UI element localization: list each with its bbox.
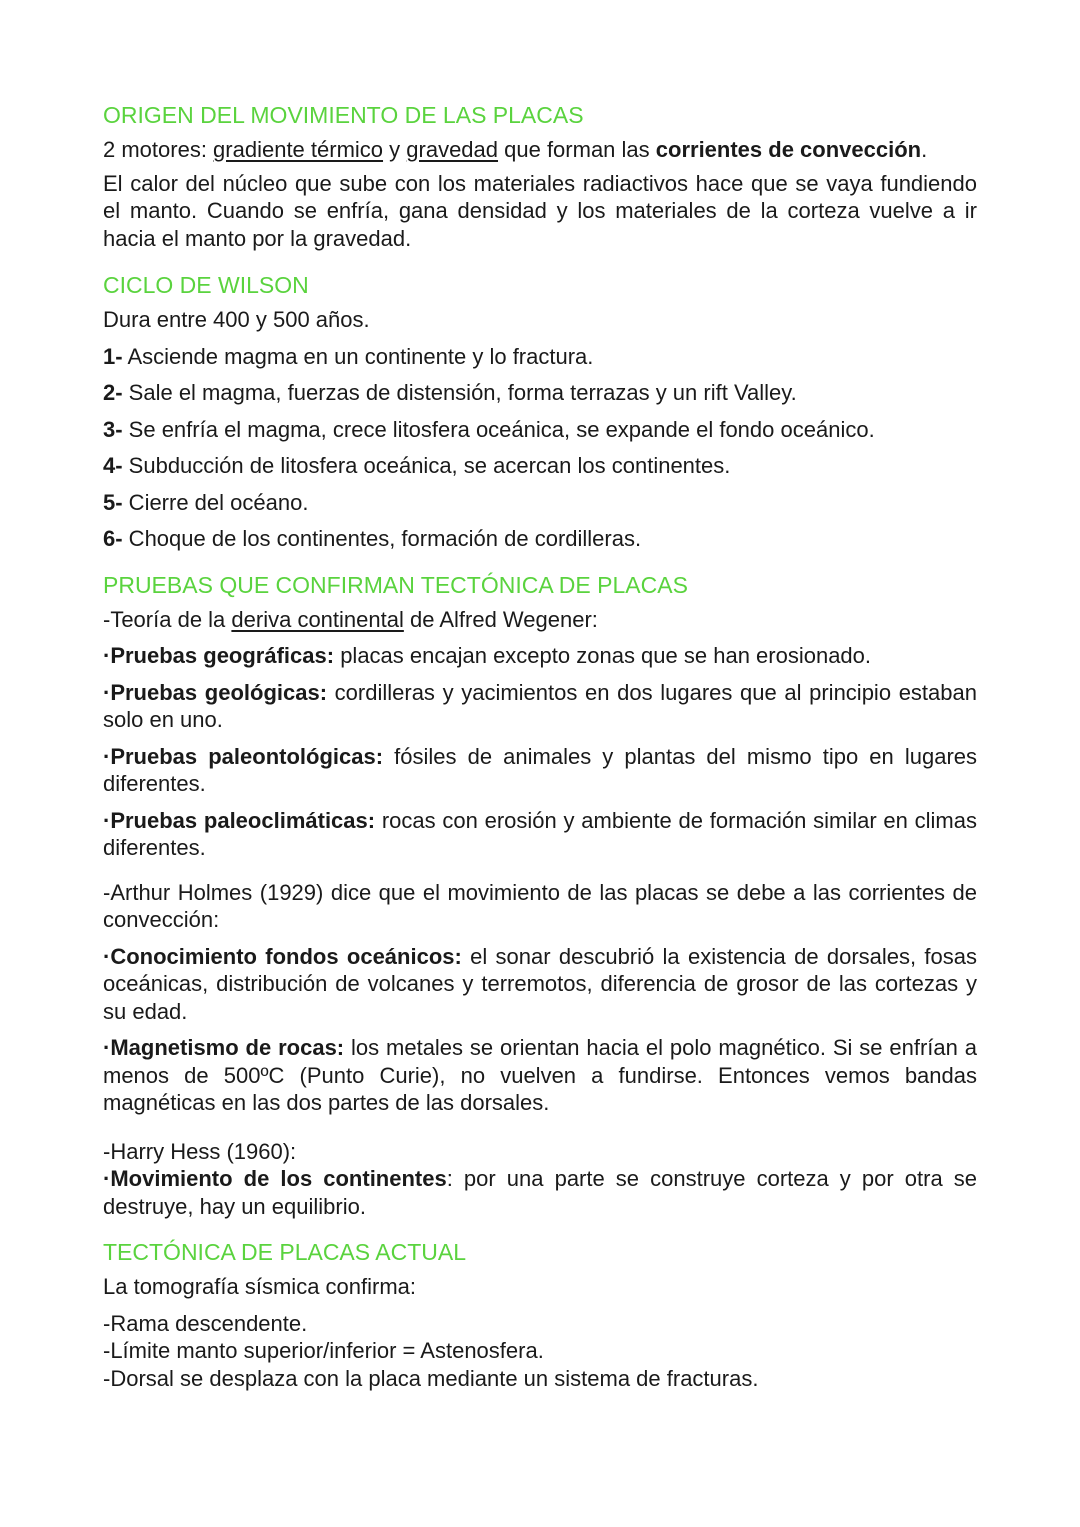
prueba-text: placas encajan excepto zonas que se han erosionado. — [334, 643, 872, 668]
text: . — [921, 137, 928, 162]
prueba-item — [103, 679, 977, 734]
step-text: Choque de los continentes, formación de cordilleras. — [122, 526, 642, 551]
step-text: Subducción de litosfera oceánica, se acercan los continentes. — [122, 453, 731, 478]
underlined-gravedad: gravedad — [406, 137, 499, 162]
holmes-item — [103, 943, 977, 1026]
wilson-step — [103, 343, 977, 371]
wilson-step — [103, 379, 977, 407]
step-text: Cierre del océano. — [122, 489, 309, 515]
document-content — [103, 100, 977, 1392]
wilson-intro: Dura entre 400 y 500 años. — [103, 307, 370, 332]
step-number: 4- — [103, 453, 123, 478]
wilson-step — [103, 452, 977, 480]
text: -Teoría de la — [103, 606, 232, 632]
hess-label: ·Movimiento de los continentes — [103, 1166, 447, 1191]
wegener-intro — [103, 606, 977, 634]
holmes-label: ·Conocimiento fondos oceánicos: — [103, 943, 462, 969]
heading-origen: ORIGEN DEL MOVIMIENTO DE LAS PLACAS — [103, 102, 584, 128]
prueba-text: rocas con erosión y ambiente de formación similar en climas diferentes. — [103, 807, 977, 860]
tomografia-item: -Rama descendente. — [103, 1310, 308, 1336]
holmes-label: ·Magnetismo de rocas: — [103, 1035, 345, 1060]
wilson-step — [103, 525, 977, 553]
prueba-label: ·Pruebas geográficas: — [103, 643, 335, 668]
hess-intro: -Harry Hess (1960): — [103, 1138, 297, 1164]
prueba-label: ·Pruebas paleoclimáticas: — [103, 807, 376, 833]
hess-item — [103, 1165, 977, 1220]
underlined-gradiente: gradiente térmico — [213, 137, 384, 162]
step-text: Asciende magma en un continente y lo fractura. — [122, 343, 594, 369]
underlined-deriva: deriva continental — [231, 606, 404, 632]
prueba-text: fósiles de animales y plantas del mismo tipo en lugares diferentes. — [103, 743, 978, 796]
step-number: 1- — [103, 343, 123, 369]
step-number: 3- — [103, 416, 123, 442]
step-text: Sale el magma, fuerzas de distensión, forma terrazas y un rift Valley. — [122, 380, 797, 405]
text: 2 motores: — [103, 137, 214, 162]
prueba-item — [103, 807, 977, 862]
step-number: 6- — [103, 526, 123, 551]
prueba-text: cordilleras y yacimientos en dos lugares que al principio estaban solo en uno. — [103, 679, 977, 732]
wilson-step — [103, 416, 977, 444]
wilson-steps — [103, 343, 977, 553]
tomografia-item: -Límite manto superior/inferior = Astenosfera. — [103, 1338, 544, 1363]
heading-pruebas: PRUEBAS QUE CONFIRMAN TECTÓNICA DE PLACAS — [103, 571, 688, 598]
hess-text: : por una parte se construye corteza y por otra se destruye, hay un equilibrio. — [103, 1166, 977, 1219]
step-number: 5- — [103, 489, 123, 515]
paragraph-calor: El calor del núcleo que sube con los materiales radiactivos hace que se vaya fundiendo el manto. Cuando se enfría, gana densidad y los materiales de la corteza vuelve a ir hacia el manto por la gravedad. — [103, 170, 977, 251]
prueba-label: ·Pruebas paleontológicas: — [103, 743, 384, 769]
tomografia-item: -Dorsal se desplaza con la placa mediante un sistema de fracturas. — [103, 1365, 759, 1391]
prueba-item — [103, 642, 977, 670]
holmes-intro: -Arthur Holmes (1929) dice que el movimiento de las placas se debe a las corrientes de convección: — [103, 879, 977, 932]
holmes-item — [103, 1034, 977, 1117]
text: de Alfred Wegener: — [403, 606, 598, 632]
wilson-step — [103, 489, 977, 517]
heading-wilson: CICLO DE WILSON — [103, 272, 309, 298]
prueba-item — [103, 743, 977, 798]
prueba-label: ·Pruebas geológicas: — [103, 679, 328, 705]
step-text: Se enfría el magma, crece litosfera oceánica, se expande el fondo oceánico. — [122, 416, 875, 442]
text: y — [383, 137, 407, 162]
heading-actual: TECTÓNICA DE PLACAS ACTUAL — [103, 1239, 466, 1265]
step-number: 2- — [103, 380, 123, 405]
holmes-text: el sonar descubrió la existencia de dorsales, fosas oceánicas, distribución de volcanes y terremotos, diferencia de grosor de las cortezas y su edad. — [103, 943, 977, 1024]
tomografia-intro: La tomografía sísmica confirma: — [103, 1274, 417, 1299]
paragraph-motores — [103, 136, 977, 164]
holmes-text: los metales se orientan hacia el polo magnético. Si se enfrían a menos de 500ºC (Punto Curie), no vuelven a fundirse. Entonces vemos bandas magnéticas en las dos partes de las dorsales. — [103, 1035, 977, 1115]
bold-corrientes: corrientes de convección — [655, 137, 922, 162]
text: que forman las — [498, 137, 656, 162]
